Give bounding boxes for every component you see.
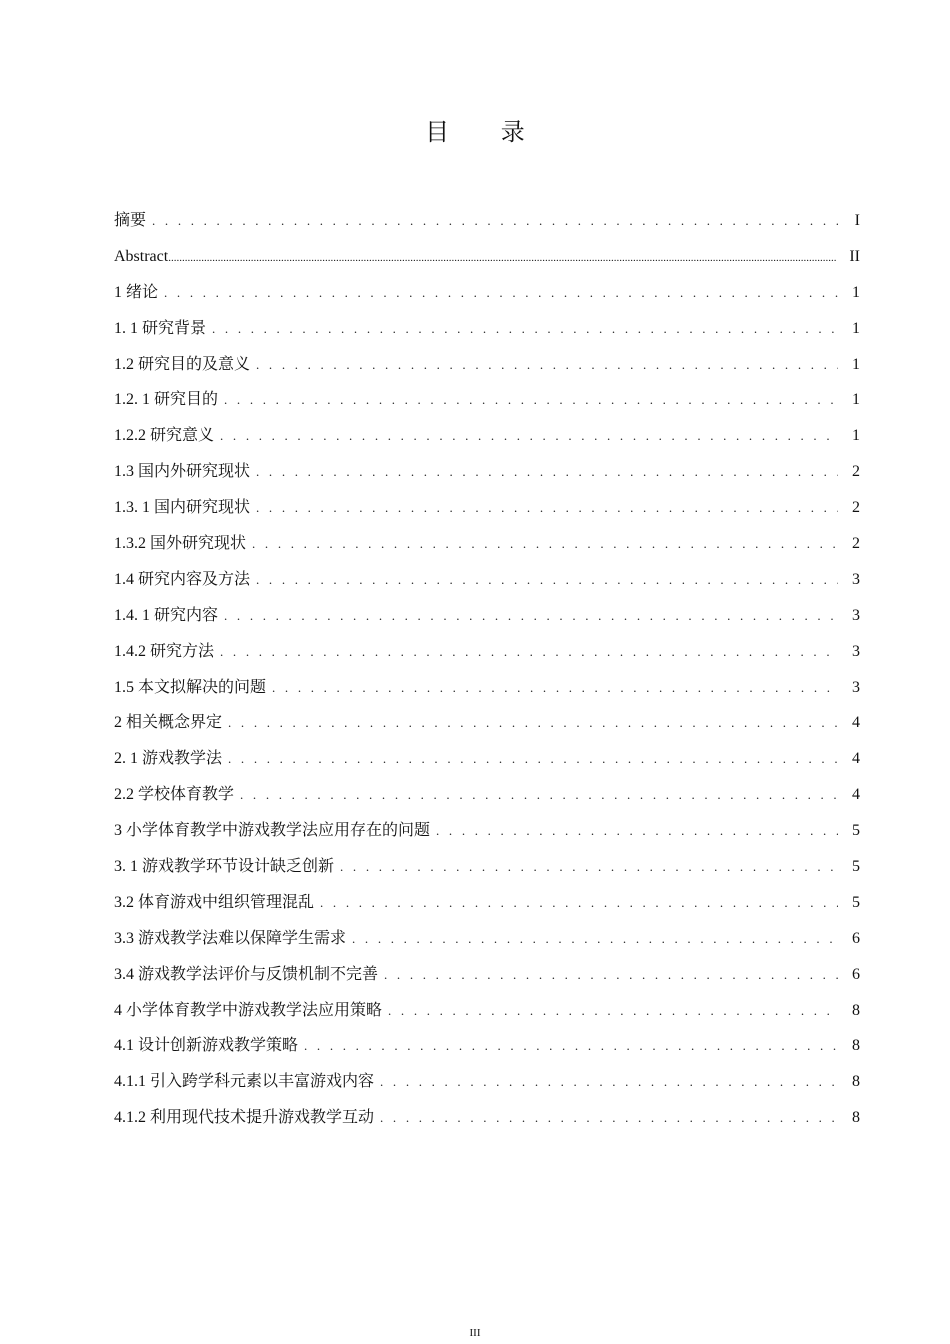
toc-entry[interactable] [114, 634, 860, 670]
toc-entry[interactable] [114, 1064, 860, 1100]
toc-leader-dots [384, 957, 838, 993]
toc-leader-dots [220, 634, 838, 670]
toc-leader-dots [436, 813, 838, 849]
toc-entry[interactable] [114, 203, 860, 239]
toc-entry[interactable] [114, 275, 860, 311]
page-number: III [469, 1327, 481, 1339]
toc-leader-dots [320, 885, 838, 921]
toc-entry-label: 1.2 研究目的及意义 [114, 355, 251, 373]
toc-leader-dots [224, 382, 838, 418]
toc-entry-page: 3 [852, 678, 860, 696]
toc-entry-label: 3.4 游戏教学法评价与反馈机制不完善 [114, 965, 379, 983]
toc-entry[interactable] [114, 1028, 860, 1064]
toc-entry-label: 4.1.2 利用现代技术提升游戏教学互动 [114, 1109, 375, 1127]
toc-entry-page: 6 [852, 929, 860, 947]
toc-entry-page: 3 [852, 642, 860, 660]
toc-entry-label: 1.4. 1 研究内容 [114, 606, 219, 624]
toc-leader-dots [380, 1064, 838, 1100]
toc-leader-dots [252, 526, 838, 562]
toc-leader-dots [256, 562, 838, 598]
toc-entry[interactable] [114, 705, 860, 741]
toc-leader-dots [352, 921, 838, 957]
toc-entry[interactable] [114, 526, 860, 562]
toc-entry-label: 1.3 国内外研究现状 [114, 463, 251, 481]
toc-leader-dots [228, 741, 838, 777]
table-of-contents [114, 203, 860, 1136]
toc-entry[interactable] [114, 454, 860, 490]
toc-entry-label: Abstract [114, 247, 169, 265]
toc-leader-dots [388, 993, 838, 1029]
toc-entry[interactable] [114, 741, 860, 777]
toc-entry-page: 1 [852, 355, 860, 373]
toc-entry-label: 1.3. 1 国内研究现状 [114, 499, 251, 517]
toc-leader-dots [272, 670, 838, 706]
toc-entry-page: I [854, 212, 860, 229]
toc-leader-dots [240, 777, 838, 813]
toc-entry-page: 3 [852, 606, 860, 624]
toc-entry[interactable] [114, 885, 860, 921]
toc-entry[interactable] [114, 347, 860, 383]
toc-entry-page: 1 [852, 427, 860, 445]
toc-entry[interactable] [114, 418, 860, 454]
toc-entry-page: 2 [852, 535, 860, 553]
toc-entry-page: 8 [852, 1073, 860, 1091]
toc-leader-dots [224, 598, 838, 634]
toc-leader-dots [220, 418, 838, 454]
toc-entry-page: 5 [852, 822, 860, 840]
toc-entry[interactable] [114, 1100, 860, 1136]
toc-entry[interactable] [114, 239, 860, 275]
toc-entry[interactable] [114, 813, 860, 849]
toc-entry-label: 1.3.2 国外研究现状 [114, 535, 247, 553]
toc-leader-dots [256, 347, 838, 383]
toc-entry[interactable] [114, 849, 860, 885]
toc-entry-page: 8 [852, 1109, 860, 1127]
toc-leader-dots [380, 1100, 838, 1136]
toc-leader-dots [256, 454, 838, 490]
toc-entry-label: 4.1.1 引入跨学科元素以丰富游戏内容 [114, 1073, 375, 1091]
toc-entry[interactable] [114, 777, 860, 813]
toc-entry-page: 4 [852, 786, 860, 804]
toc-entry-label: 2. 1 游戏教学法 [114, 750, 223, 768]
toc-entry-page: 8 [852, 1001, 860, 1019]
toc-entry-label: 2.2 学校体育教学 [114, 786, 235, 804]
toc-entry-page: II [849, 247, 860, 265]
toc-leader-dots [340, 849, 838, 885]
toc-entry-page: 5 [852, 893, 860, 911]
toc-entry-page: 4 [852, 714, 860, 732]
toc-entry-label: 1. 1 研究背景 [114, 319, 207, 337]
toc-entry-label: 1.2. 1 研究目的 [114, 391, 219, 409]
toc-entry-page: 1 [852, 391, 860, 409]
toc-entry-label: 3.3 游戏教学法难以保障学生需求 [114, 929, 347, 947]
toc-entry[interactable] [114, 311, 860, 347]
toc-leader-dots [256, 490, 838, 526]
toc-entry-page: 2 [852, 463, 860, 481]
toc-entry-page: 1 [852, 283, 860, 301]
toc-entry[interactable] [114, 957, 860, 993]
toc-entry-page: 5 [852, 858, 860, 876]
toc-leader-dots [152, 203, 838, 239]
toc-entry-label: 4.1 设计创新游戏教学策略 [114, 1037, 299, 1055]
toc-entry[interactable] [114, 382, 860, 418]
toc-entry[interactable] [114, 921, 860, 957]
toc-entry-page: 8 [852, 1037, 860, 1055]
toc-entry-label: 4 小学体育教学中游戏教学法应用策略 [114, 1001, 383, 1019]
toc-entry-label: 3. 1 游戏教学环节设计缺乏创新 [114, 858, 335, 876]
toc-entry-page: 1 [852, 319, 860, 337]
toc-entry-label: 1.4 研究内容及方法 [114, 570, 251, 588]
toc-entry-label: 3.2 体育游戏中组织管理混乱 [114, 893, 315, 911]
toc-entry-page: 2 [852, 499, 860, 517]
toc-entry[interactable] [114, 562, 860, 598]
toc-entry-label: 1 绪论 [114, 283, 159, 301]
toc-leader-dots [212, 311, 838, 347]
toc-entry-label: 1.5 本文拟解决的问题 [114, 678, 267, 696]
toc-leader-dots [164, 275, 838, 311]
toc-leader-dots [228, 705, 838, 741]
toc-entry-page: 4 [852, 750, 860, 768]
toc-entry-label: 1.2.2 研究意义 [114, 427, 215, 445]
toc-entry[interactable] [114, 490, 860, 526]
toc-entry-page: 3 [852, 570, 860, 588]
toc-leader-dots [304, 1028, 838, 1064]
toc-entry-label: 2 相关概念界定 [114, 714, 223, 732]
toc-entry-label: 摘要 [114, 212, 147, 229]
toc-entry-label: 3 小学体育教学中游戏教学法应用存在的问题 [114, 822, 431, 840]
page-title: 目 录 [425, 118, 547, 146]
toc-leader-dots [168, 241, 836, 277]
toc-entry-label: 1.4.2 研究方法 [114, 642, 215, 660]
toc-entry[interactable] [114, 993, 860, 1029]
toc-entry[interactable] [114, 670, 860, 706]
toc-entry-page: 6 [852, 965, 860, 983]
toc-entry[interactable] [114, 598, 860, 634]
